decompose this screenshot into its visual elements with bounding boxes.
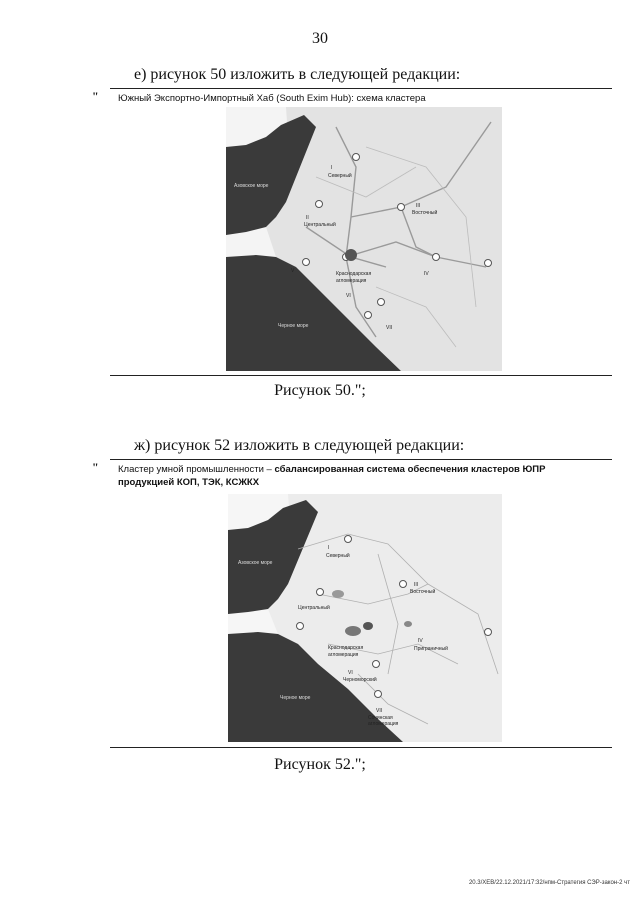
figure-52-title <box>118 463 588 489</box>
svg-text:Восточный: Восточный <box>412 210 438 216</box>
svg-text:Приграничный: Приграничный <box>414 646 448 652</box>
top-rule-figure-52 <box>110 459 612 460</box>
svg-text:Краснодарская: Краснодарская <box>328 645 364 651</box>
page-number: 30 <box>312 30 328 47</box>
svg-text:Центральный: Центральный <box>298 605 330 611</box>
top-rule-figure-50 <box>110 88 612 89</box>
svg-text:V: V <box>291 268 295 274</box>
opening-quote: " <box>92 89 99 103</box>
svg-text:VII: VII <box>386 325 393 331</box>
figure-52-title-bold: сбалансированная система обеспечения кластеров ЮПР продукцией КОП, ТЭК, КСЖКХ <box>118 464 546 488</box>
svg-text:IV: IV <box>418 638 423 644</box>
svg-text:Черноморский: Черноморский <box>343 677 377 683</box>
footer-document-id: 20.3/XEB/22.12.2021/17:32/нпм-Стратегия СЭР-закон-2 чт <box>468 880 630 886</box>
bottom-rule-figure-50 <box>110 375 612 376</box>
svg-text:III: III <box>416 203 421 209</box>
svg-text:Сочинская: Сочинская <box>368 715 393 721</box>
svg-text:I: I <box>331 165 333 171</box>
figure-50-caption: Рисунок 50."; <box>274 382 366 399</box>
svg-text:Восточный: Восточный <box>410 589 436 595</box>
figure-50-title: Южный Экспортно-Импортный Хаб (South Exim Hub): схема кластера <box>118 93 426 104</box>
svg-text:агломерация: агломерация <box>328 652 359 658</box>
svg-text:VI: VI <box>348 670 353 676</box>
instruction-figure-52: ж) рисунок 52 изложить в следующей редакции: <box>134 437 465 454</box>
svg-text:Северный: Северный <box>328 173 352 179</box>
figure-52-caption: Рисунок 52."; <box>274 756 366 773</box>
label-black-sea-2: Черное море <box>280 695 311 701</box>
bottom-rule-figure-52 <box>110 747 612 748</box>
svg-text:Северный: Северный <box>326 553 350 559</box>
svg-text:Центральный: Центральный <box>304 222 336 228</box>
svg-text:VI: VI <box>346 293 351 299</box>
label-black-sea: Черное море <box>278 323 309 329</box>
svg-text:VII: VII <box>376 708 383 714</box>
figure-52-title-plain: Кластер умной промышленности – <box>118 464 272 475</box>
figure-50-map <box>226 107 502 371</box>
svg-text:агломерация: агломерация <box>336 278 367 284</box>
svg-text:I: I <box>328 545 330 551</box>
svg-text:II: II <box>306 215 309 221</box>
opening-quote-2: " <box>92 460 99 474</box>
label-azov-sea-2: Азовское море <box>238 560 273 566</box>
label-azov-sea: Азовское море <box>234 183 269 189</box>
svg-text:III: III <box>414 582 419 588</box>
svg-text:IV: IV <box>424 271 429 277</box>
figure-52-map <box>228 494 502 742</box>
svg-text:агломерация: агломерация <box>368 721 399 727</box>
svg-text:Краснодарская: Краснодарская <box>336 271 372 277</box>
instruction-figure-50: е) рисунок 50 изложить в следующей редакции: <box>134 66 461 83</box>
